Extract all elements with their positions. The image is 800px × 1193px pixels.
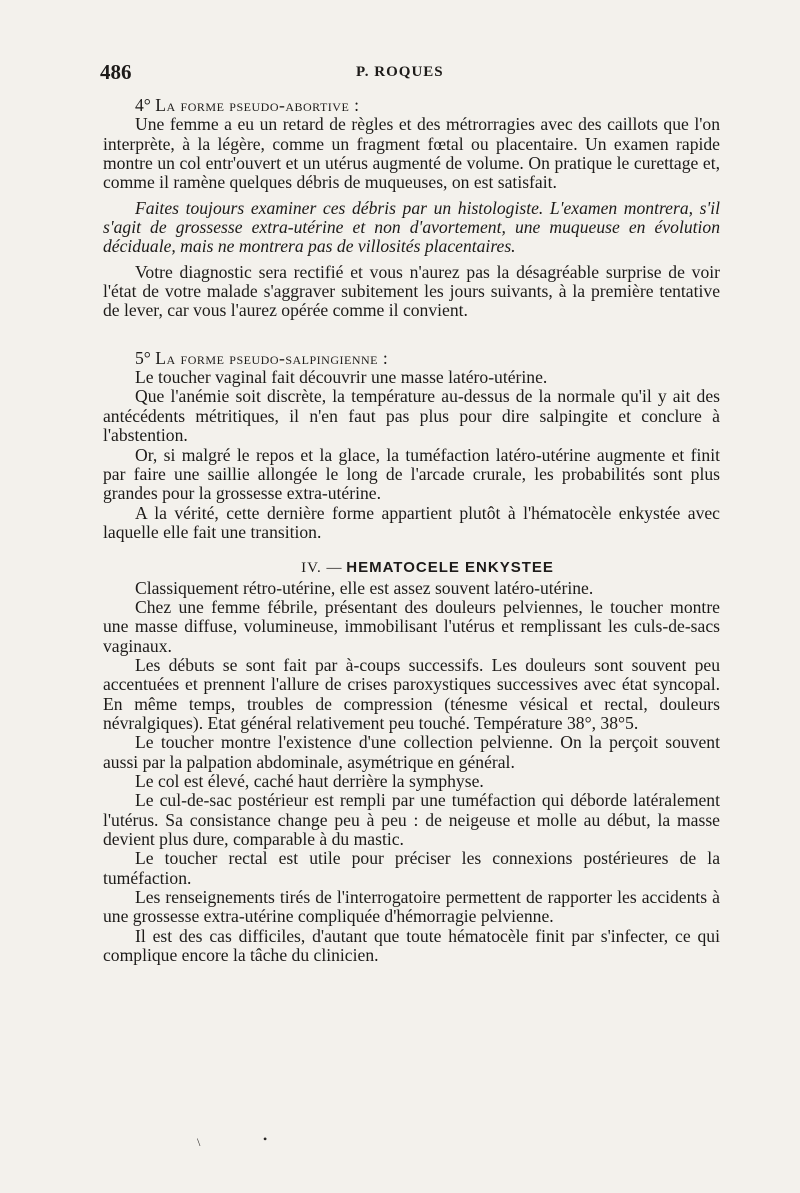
section-5-paragraph-3: Or, si malgré le repos et la glace, la tuméfaction latéro-utérine augmente et finit par faire une saillie allongée le long de l'arcade crurale, les probabilités sont plus grandes pour la grossesse extra-utérine. — [103, 444, 720, 504]
section-4-title: La forme pseudo-abortive : — [155, 95, 360, 115]
hematocele-paragraph-3: Les débuts se sont fait par à-coups successifs. Les douleurs sont souvent peu accentuées et prennent l'allure de crises paroxystiques successives avec état syncopal. En même temps, troubles de compression (ténesme vésical et rectal, douleurs névralgiques). Etat général relativement peu touché. Température 38°, 38°5. — [103, 654, 720, 733]
chapter-heading — [103, 558, 720, 578]
section-4-paragraph: Une femme a eu un retard de règles et des métrorragies avec des caillots que l'on interprète, à la légère, comme un fragment fœtal ou placentaire. Un examen rapide montre un col entr'ouvert et un utérus augmenté de volume. On pratique le curettage et, comme il ramène quelques débris de muqueuses, on est satisfait. — [103, 114, 720, 193]
scan-mark: \ — [197, 1135, 201, 1149]
hematocele-paragraph-9: Il est des cas difficiles, d'autant que toute hématocèle finit par s'infecter, ce qui complique encore la tâche du clinicien. — [103, 925, 720, 966]
hematocele-paragraph-5: Le col est élevé, caché haut derrière la symphyse. — [135, 771, 484, 791]
hematocele-paragraph-7: Le toucher rectal est utile pour préciser les connexions postérieures de la tuméfaction. — [103, 848, 720, 888]
section-4-closing-paragraph: Votre diagnostic sera rectifié et vous n'aurez pas la désagréable surprise de voir l'état de votre malade s'aggraver subitement les jours suivants, à la première tentative de lever, car vous l'aurez opérée comme il convient. — [103, 261, 720, 321]
section-5-number: 5° — [135, 347, 151, 368]
hematocele-paragraph-4: Le toucher montre l'existence d'une collection pelvienne. On la perçoit souvent aussi par la palpation abdominale, asymétrique en général. — [103, 732, 720, 772]
hematocele-paragraph-6: Le cul-de-sac postérieur est rempli par une tuméfaction qui déborde latéralement l'utérus. Sa consistance change peu à peu : de neigeuse et molle au début, la masse devient plus dure, comparable à du mastic. — [103, 790, 720, 850]
section-5-paragraph-4: A la vérité, cette dernière forme appartient plutôt à l'hématocèle enkystée avec laquelle elle fait une transition. — [103, 502, 720, 542]
section-5-paragraph-1: Le toucher vaginal fait découvrir une masse latéro-utérine. — [135, 367, 548, 388]
section-5-title: La forme pseudo-salpingienne : — [155, 347, 389, 368]
section-4-heading — [103, 96, 720, 115]
section-4-italic-paragraph: Faites toujours examiner ces débris par un histologiste. L'examen montrera, s'il s'agit de grossesse extra-utérine et non d'avortement, une muqueuse en évolution déciduale, mais ne montrera pas de villosités placentaires. — [103, 197, 720, 257]
hematocele-paragraph-8: Les renseignements tirés de l'interrogatoire permettent de rapporter les accidents à une grossesse extra-utérine compliquée d'hémorragie pelvienne. — [103, 887, 720, 927]
page-number: 486 — [100, 60, 132, 84]
hematocele-paragraph-2: Chez une femme fébrile, présentant des douleurs pelviennes, le toucher montre une masse diffuse, volumineuse, immobilisant l'utérus et remplissant les culs-de-sacs vaginaux. — [103, 596, 720, 656]
section-4-number: 4° — [135, 95, 151, 115]
scan-mark: • — [263, 1132, 268, 1146]
chapter-roman-numeral: IV. — — [301, 560, 343, 577]
section-5-paragraph-2: Que l'anémie soit discrète, la température au-dessus de la normale qu'il y ait des antécédents métritiques, il n'en faut pas plus pour dire salpingite et conclure à l'abstention. — [103, 386, 720, 446]
section-5-heading — [103, 349, 720, 368]
running-head: P. ROQUES — [356, 64, 444, 80]
hematocele-paragraph-1: Classiquement rétro-utérine, elle est assez souvent latéro-utérine. — [135, 577, 594, 598]
chapter-title: HEMATOCELE ENKYSTEE — [346, 559, 554, 577]
page-body — [103, 96, 720, 965]
